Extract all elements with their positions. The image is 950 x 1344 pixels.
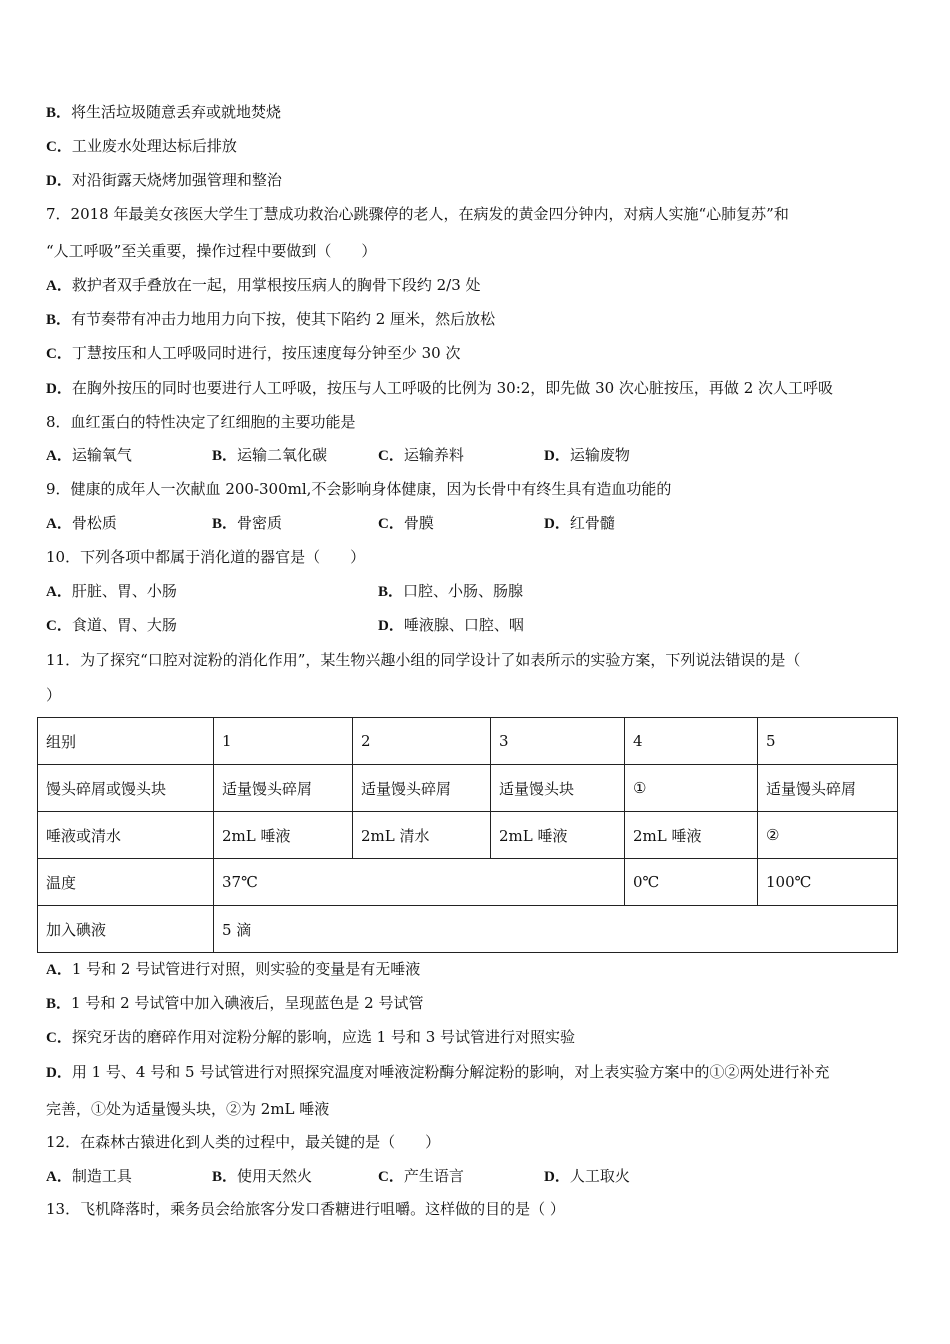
table-cell: 5 (758, 718, 898, 765)
table-cell: 适量馒头碎屑 (758, 765, 898, 812)
table-cell: 100℃ (758, 859, 898, 906)
table-cell: 组别 (38, 718, 214, 765)
table-cell: 2 (353, 718, 491, 765)
table-cell: 4 (625, 718, 758, 765)
table-cell: 唾液或清水 (38, 812, 214, 859)
q7-option-c: C．丁慧按压和人工呼吸同时进行，按压速度每分钟至少 30 次 (46, 344, 461, 362)
table-cell: 适量馒头块 (491, 765, 625, 812)
q6-option-b: B．将生活垃圾随意丢弃或就地焚烧 (46, 103, 282, 121)
q8-option-b: B．运输二氧化碳 (212, 446, 328, 464)
q10-option-a: A．肝脏、胃、小肠 (46, 582, 177, 600)
table-row-liquid (38, 812, 898, 859)
q6-option-d: D．对沿街露天烧烤加强管理和整治 (46, 171, 282, 189)
q9-stem: 9．健康的成年人一次献血 200-300ml,不会影响身体健康，因为长骨中有终生具有造血功能的 (46, 480, 672, 498)
q11-option-b: B．1 号和 2 号试管中加入碘液后，呈现蓝色是 2 号试管 (46, 994, 424, 1012)
q7-option-a: A．救护者双手叠放在一起，用掌根按压病人的胸骨下段约 2/3 处 (46, 276, 481, 294)
table-row-bread (38, 765, 898, 812)
q9-option-b: B．骨密质 (212, 514, 283, 532)
q9-option-a: A．骨松质 (46, 514, 117, 532)
table-cell: 2mL 唾液 (214, 812, 353, 859)
q10-options-row2 (46, 615, 710, 636)
q11-option-d-line2: 完善，①处为适量馒头块，②为 2mL 唾液 (46, 1100, 330, 1118)
q10-option-c: C．食道、胃、大肠 (46, 616, 177, 634)
q7-stem-line2: “人工呼吸”至关重要，操作过程中要做到（ ） (46, 242, 377, 260)
q12-stem: 12．在森林古猿进化到人类的过程中，最关键的是（ ） (46, 1133, 441, 1151)
q10-option-b: B．口腔、小肠、肠腺 (378, 582, 524, 600)
q7-option-d: D．在胸外按压的同时也要进行人工呼吸，按压与人工呼吸的比例为 30:2，即先做 30 次心脏按压，再做 2 次人工呼吸 (46, 379, 834, 397)
table-cell: 2mL 唾液 (625, 812, 758, 859)
table-cell: 2mL 唾液 (491, 812, 625, 859)
table-cell: ① (625, 765, 758, 812)
table-cell: 2mL 清水 (353, 812, 491, 859)
table-row-group (38, 718, 898, 765)
q8-option-a: A．运输氧气 (46, 446, 132, 464)
q7-option-b: B．有节奏带有冲击力地用力向下按，使其下陷约 2 厘米，然后放松 (46, 310, 496, 328)
q8-stem: 8．血红蛋白的特性决定了红细胞的主要功能是 (46, 413, 356, 431)
table-cell: 馒头碎屑或馒头块 (38, 765, 214, 812)
q9-option-c: C．骨膜 (378, 514, 434, 532)
q11-option-c: C．探究牙齿的磨碎作用对淀粉分解的影响，应选 1 号和 3 号试管进行对照实验 (46, 1028, 576, 1046)
q9-option-d: D．红骨髓 (544, 514, 615, 532)
q10-options-row1 (46, 581, 710, 602)
q10-option-d: D．唾液腺、口腔、咽 (378, 616, 524, 634)
table-cell: 适量馒头碎屑 (353, 765, 491, 812)
q13-stem: 13．飞机降落时，乘务员会给旅客分发口香糖进行咀嚼。这样做的目的是（ ） (46, 1200, 565, 1218)
table-row-temperature (38, 859, 898, 906)
q12-option-a: A．制造工具 (46, 1167, 132, 1185)
experiment-table (37, 717, 898, 953)
table-cell: 3 (491, 718, 625, 765)
q11-option-a: A．1 号和 2 号试管进行对照，则实验的变量是有无唾液 (46, 960, 421, 978)
q7-stem-line1: 7．2018 年最美女孩医大学生丁慧成功救治心跳骤停的老人，在病发的黄金四分钟内，对病人实施“心肺复苏”和 (46, 205, 789, 223)
q12-option-d: D．人工取火 (544, 1167, 630, 1185)
q12-option-b: B．使用天然火 (212, 1167, 313, 1185)
q10-stem: 10．下列各项中都属于消化道的器官是（ ） (46, 548, 366, 566)
q11-option-d: D．用 1 号、4 号和 5 号试管进行对照探究温度对唾液淀粉酶分解淀粉的影响，对上表实验方案中的①②两处进行补充 (46, 1063, 830, 1081)
q9-options (46, 513, 710, 534)
table-cell: 37℃ (214, 859, 625, 906)
table-cell: 加入碘液 (38, 906, 214, 953)
q11-stem-line1: 11．为了探究“口腔对淀粉的消化作用”，某生物兴趣小组的同学设计了如表所示的实验方案，下列说法错误的是（ (46, 651, 801, 669)
q12-option-c: C．产生语言 (378, 1167, 464, 1185)
q11-stem-line2: ） (46, 686, 62, 704)
table-cell: 温度 (38, 859, 214, 906)
q8-option-c: C．运输养料 (378, 446, 464, 464)
table-cell: ② (758, 812, 898, 859)
q8-options (46, 445, 710, 466)
table-cell: 0℃ (625, 859, 758, 906)
table-cell: 1 (214, 718, 353, 765)
q6-option-c: C．工业废水处理达标后排放 (46, 137, 237, 155)
q12-options (46, 1166, 710, 1187)
table-cell: 5 滴 (214, 906, 898, 953)
table-row-iodine (38, 906, 898, 953)
q8-option-d: D．运输废物 (544, 446, 630, 464)
table-cell: 适量馒头碎屑 (214, 765, 353, 812)
